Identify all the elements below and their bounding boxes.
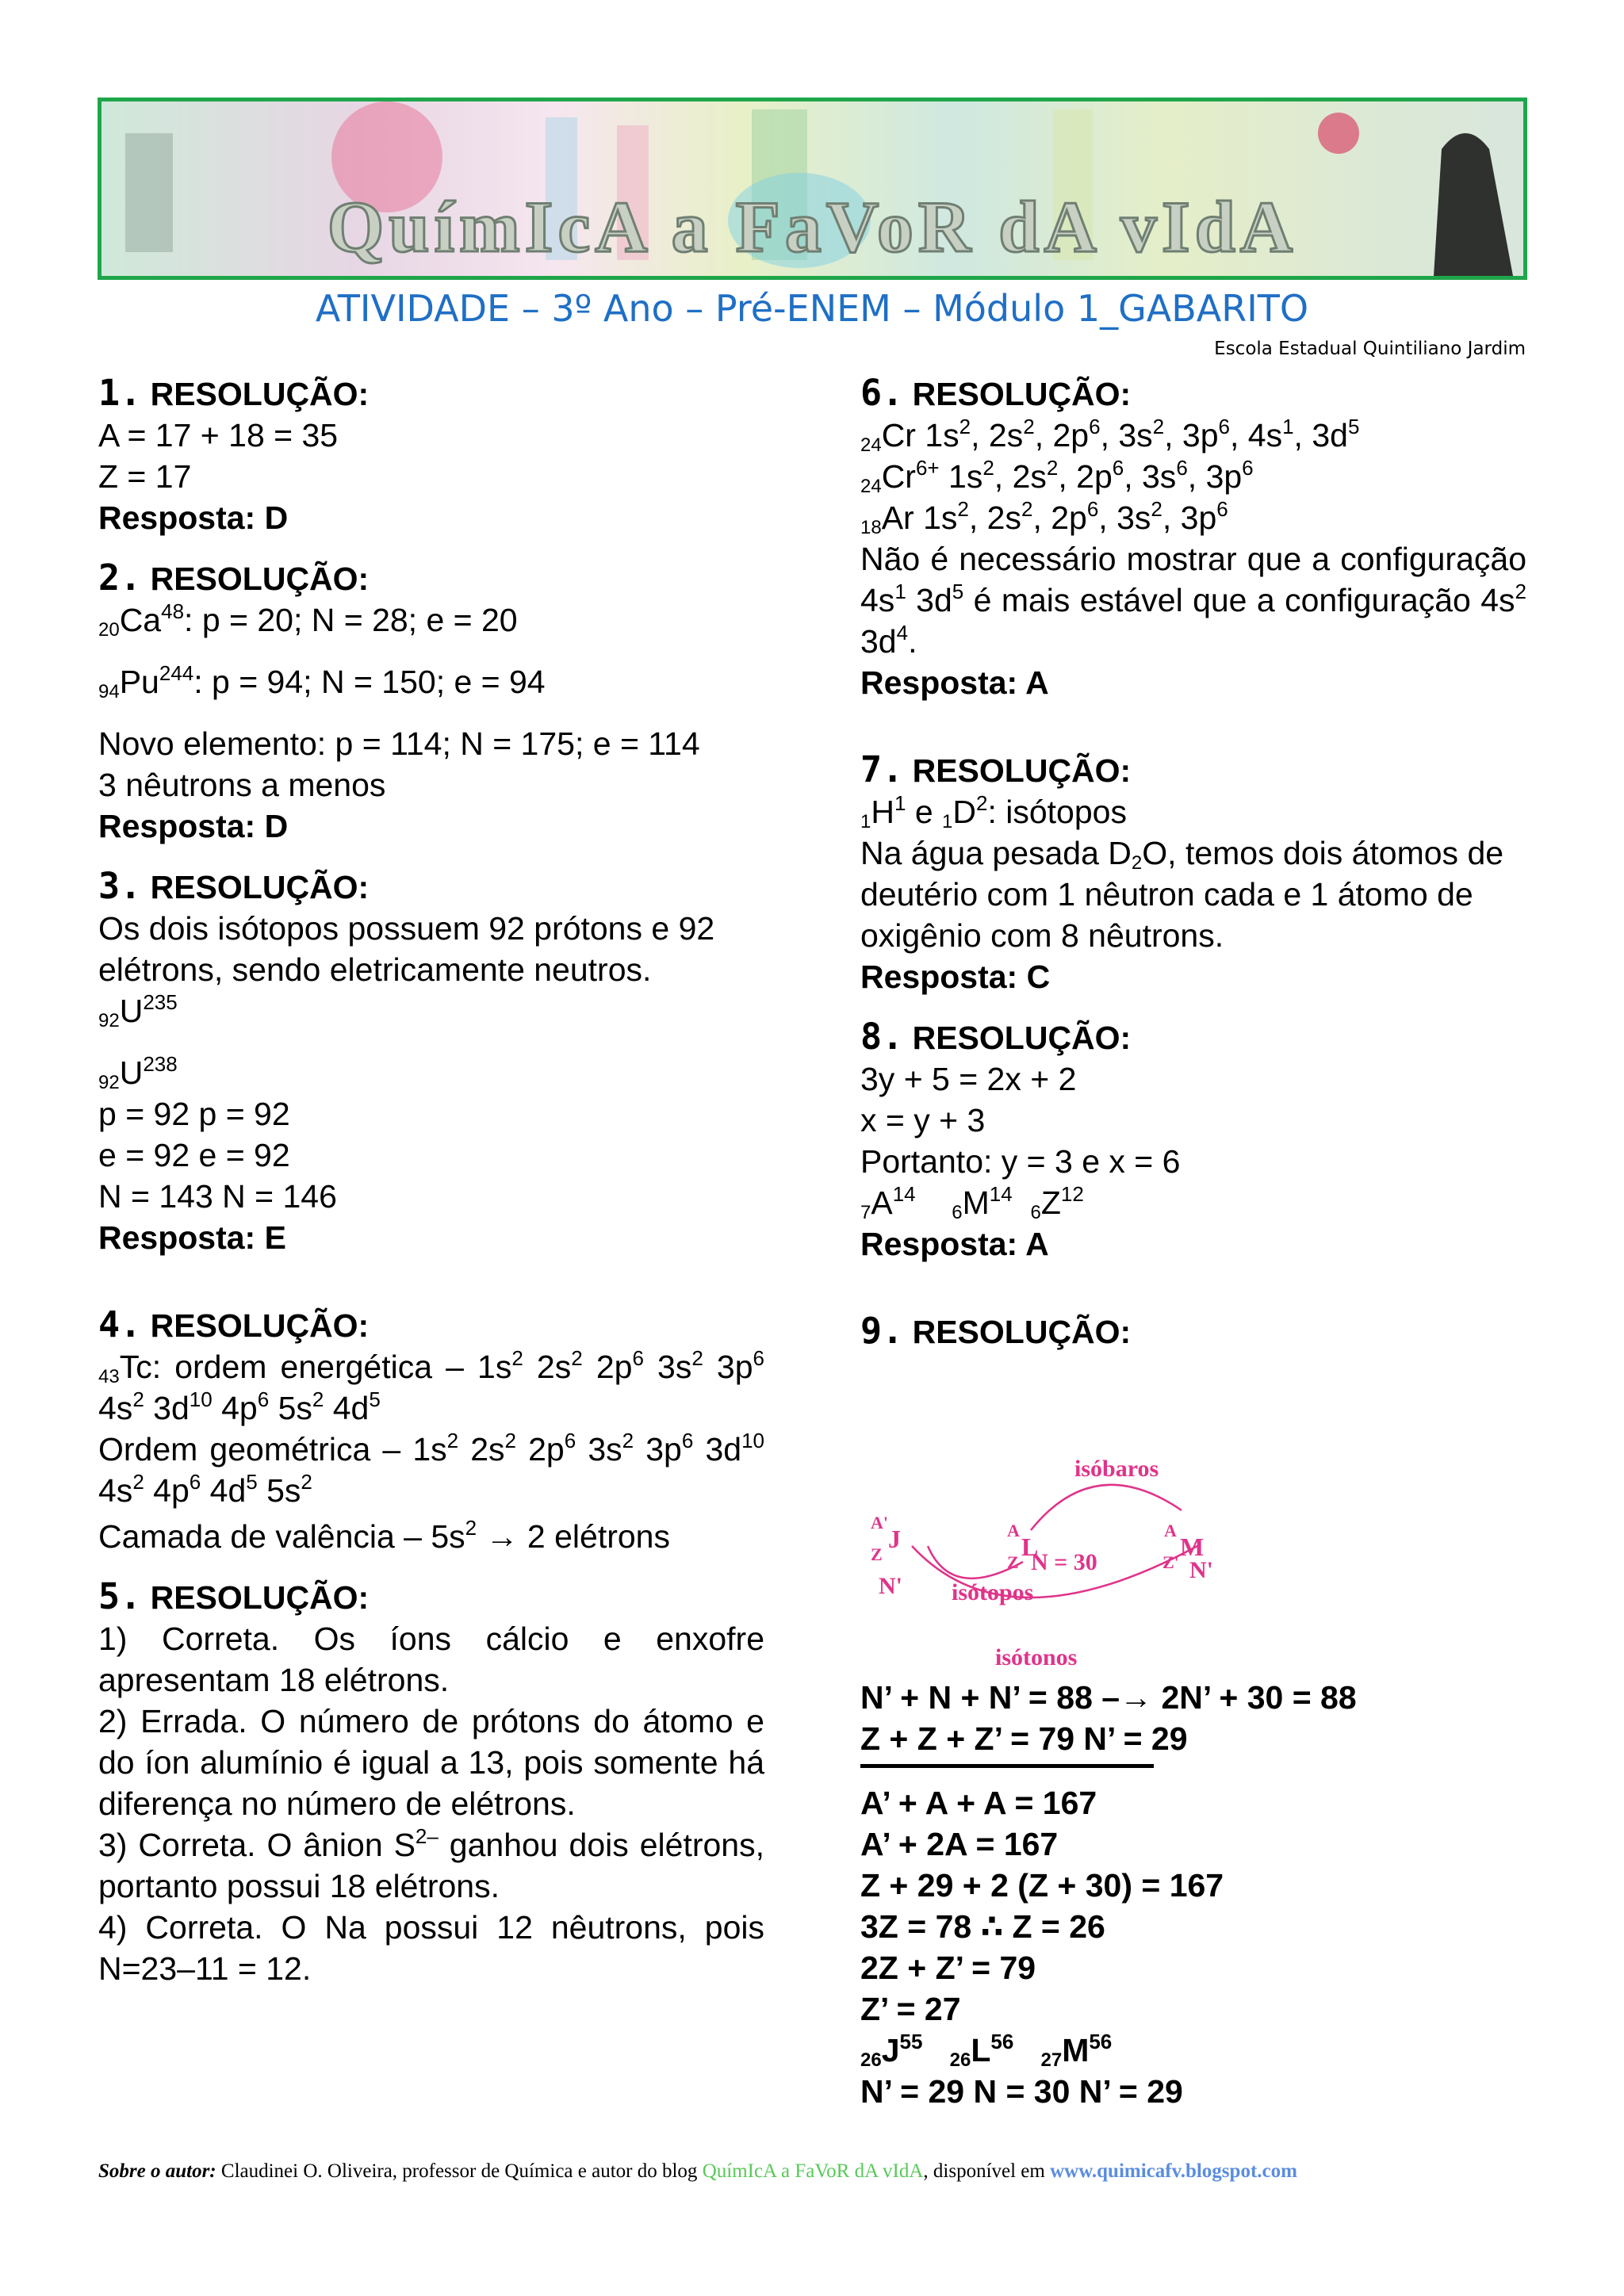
isotope-diagram [864,1443,1229,1673]
q7-isotopes: $_1H^1$ e $_1D^2$: isótopos [860,791,1127,832]
q3-answer: Resposta: E [98,1219,286,1256]
q5-item-3: 3) Correta. O ânion $S^{2-}$ ganhou dois elétrons, portanto possui 18 elétrons. [98,1824,764,1904]
q8-line-3: Portanto: y = 3 e x = 6 [860,1143,1181,1180]
q2-calcium: $_{20}Ca^{48}$: p = 20; N = 28; e = 20 [98,599,518,641]
svg-text:Z: Z [1007,1552,1019,1572]
q3-heading: 3. RESOLUÇÃO: [98,865,370,907]
q8-heading: 8. RESOLUÇÃO: [860,1016,1132,1058]
q1-line-2: Z = 17 [98,458,192,495]
q2-line-1: Novo elemento: p = 114; N = 175; e = 114 [98,725,700,762]
q5-item-2: 2) Errada. O número de prótons do átomo e do íon alumínio é igual a 13, pois somente há diferença no número de elétrons. [98,1703,764,1822]
svg-text:J: J [888,1525,901,1553]
q6-cr: $_{24}$Cr $1s^2$, $2s^2$, $2p^6$, $3s^2$, $3p^6$, $4s^1$, $3d^5$ [860,415,1360,456]
svg-text:Z': Z' [1162,1552,1179,1572]
q1-line-1: A = 17 + 18 = 35 [98,417,339,453]
page-title: ATIVIDADE – 3º Ano – Pré-ENEM – Módulo 1_GABARITO [315,287,1309,330]
q1-heading: 1. RESOLUÇÃO: [98,372,370,414]
symbol-j: A' [871,1513,888,1533]
q9-line-3: A’ + A + A = 167 [860,1785,1097,1821]
label-nprime-left: N' [879,1573,902,1599]
svg-text:L: L [1021,1533,1039,1561]
q9-heading: 9. RESOLUÇÃO: [860,1310,1132,1352]
q8-answer: Resposta: A [860,1226,1049,1262]
q2-line-2: 3 nêutrons a menos [98,767,386,803]
label-isotonos: isótonos [995,1644,1078,1670]
q9-line-2: Z + Z + Z’ = 79 N’ = 29 [860,1720,1188,1757]
q5-item-4: 4) Correta. O Na possui 12 nêutrons, pois N=23–11 = 12. [98,1909,764,1987]
q6-answer: Resposta: A [860,664,1049,701]
label-n30: N = 30 [1031,1549,1097,1575]
q5-item-1: 1) Correta. Os íons cálcio e enxofre apresentam 18 elétrons. [98,1621,764,1698]
divider-line [860,1764,1154,1768]
label-isotopos: isótopos [952,1579,1034,1605]
right-column [860,373,1526,1353]
q7-heading: 7. RESOLUÇÃO: [860,748,1132,790]
q7-answer: Resposta: C [860,959,1051,995]
q5-heading: 5. RESOLUÇÃO: [98,1575,370,1617]
blog-name: QuímIcA a FaVoR dA vIdA [702,2160,924,2182]
q9-solution [860,1677,1526,2112]
q2-heading: 2. RESOLUÇÃO: [98,557,370,599]
q9-final: N’ = 29 N = 30 N’ = 29 [860,2073,1183,2110]
q3-u238: $_{92}U^{238}$ [98,1052,178,1093]
q6-cr-ion: $_{24}Cr^{6+}$ $1s^2$, $2s^2$, $2p^6$, $3s^6$, $3p^6$ [860,456,1254,497]
q9-line-6: 3Z = 78 ∴ Z = 26 [860,1908,1105,1945]
q6-heading: 6. RESOLUÇÃO: [860,372,1132,414]
q3-text: Os dois isótopos possuem 92 prótons e 92 elétrons, sendo eletricamente neutros. [98,910,715,988]
q3-line-3: N = 143 N = 146 [98,1178,337,1215]
q1-answer: Resposta: D [98,499,289,536]
q7-text: Na água pesada $D_2O$, temos dois átomos de deutério com 1 nêutron cada e 1 átomo de oxigênio com 8 nêutrons. [860,835,1504,954]
isobaros-arc [1031,1485,1182,1530]
q8-line-2: x = y + 3 [860,1102,986,1138]
q9-line-7: 2Z + Z’ = 79 [860,1950,1036,1986]
header-banner [98,98,1527,280]
q3-line-2: e = 92 e = 92 [98,1137,290,1173]
q3-u235: $_{92}U^{235}$ [98,990,178,1031]
q9-elements: $_{26}J^{55}$ $_{26}L^{56}$ $_{27}M^{56}$ [860,2030,1113,2071]
label-isobaros: isóbaros [1074,1456,1159,1482]
footer: Sobre o autor: Claudinei O. Oliveira, professor de Química e autor do blog QuímIcA a FaVoR dA vIdA, disponível em www.quimicafv.blogspot.com [98,2160,1297,2182]
q6-text: Não é necessário mostrar que a configuração $4s^1$ $3d^5$ é mais estável que a configuração $4s^2$ $3d^4$. [860,541,1526,660]
svg-text:Z: Z [871,1544,883,1564]
q9-line-5: Z + 29 + 2 (Z + 30) = 167 [860,1867,1224,1904]
cupid-shape [1318,113,1359,154]
q2-answer: Resposta: D [98,808,289,844]
q8-line-1: 3y + 5 = 2x + 2 [860,1061,1077,1097]
q6-ar: $_{18}$Ar $1s^2$, $2s^2$, $2p^6$, $3s^2$, $3p^6$ [860,497,1228,538]
q9-line-8: Z’ = 27 [860,1991,961,2027]
symbol-m: A [1164,1521,1177,1540]
q3-line-1: p = 92 p = 92 [98,1096,290,1132]
q4-geometric-order: Ordem geométrica – $1s^2$ $2s^2$ $2p^6$ $3s^2$ $3p^6$ $3d^{10}$ $4s^2$ $4p^6$ $4d^5$ $5s^2$ [98,1429,765,1509]
q8-elements: $_7A^{14}$ $_6M^{14}$ $_6Z^{12}$ [860,1182,1084,1223]
q2-plutonium: $_{94}Pu^{244}$: p = 94; N = 150; e = 94 [98,661,546,702]
school-name: Escola Estadual Quintiliano Jardim [1214,339,1526,359]
label-nprime-right: N' [1189,1557,1213,1583]
q4-heading: 4. RESOLUÇÃO: [98,1303,370,1345]
q9-line-4: A’ + 2A = 167 [860,1826,1059,1862]
banner-title: QuímIcA a FaVoR dA vIdA [327,186,1298,267]
q4-valence: Camada de valência – $5s^2 \to 2$ elétrons [98,1516,670,1555]
svg-text:M: M [1180,1533,1205,1561]
q4-energetic-order: $_{43}$Tc: ordem energética – $1s^2$ $2s^2$ $2p^6$ $3s^2$ $3p^6$ $4s^2$ $3d^{10}$ $4p^6$ $5s^2$ $4d^5$ [98,1346,764,1426]
blog-link[interactable]: www.quimicafv.blogspot.com [1050,2160,1297,2182]
left-column [98,373,764,1989]
symbol-l: A [1007,1521,1020,1540]
q9-line-1: N’ + N + N’ = 88 –→ 2N’ + 30 = 88 [860,1679,1357,1716]
